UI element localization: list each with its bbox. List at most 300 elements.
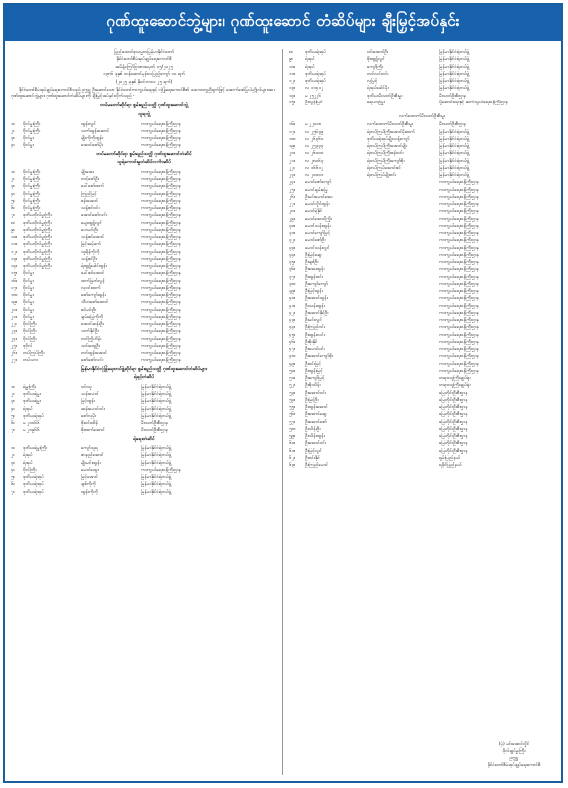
- organization-name: ပို့ဆောင်ရေးနှင့် ဆက်သွယ်ရေးဝန်ကြီးဌာန: [439, 99, 508, 105]
- rank-label: လ ၂၆၀၀၀: [305, 151, 324, 157]
- rank-label: ဦးအောင်ဝင်း: [305, 441, 326, 447]
- row-number: ၇။: [11, 489, 15, 495]
- rank-label: ဦးထွန်းမြင့်: [305, 368, 323, 374]
- left-column: [11, 49, 283, 775]
- person-name: [367, 419, 439, 426]
- award-row: [11, 278, 277, 285]
- signature-block: [477, 741, 551, 769]
- row-number: ၁၀။: [289, 64, 296, 70]
- row-number: ၅၅။: [289, 405, 296, 411]
- rank-label: လ ၂၀၀၀၁: [305, 173, 324, 179]
- organization-name: ကာကွယ်ရေးဝန်ကြီးဌာန: [141, 264, 181, 270]
- row-number: ၃၇။: [289, 274, 296, 280]
- rank-label: လ ၂၅၃၃၃: [305, 144, 324, 150]
- award-row: [11, 427, 277, 434]
- award-row: [289, 317, 555, 324]
- organization-name: ကာကွယ်ရေးဝန်ကြီးဌာန: [141, 220, 181, 226]
- award-row: [289, 295, 555, 302]
- person-name: [367, 201, 439, 208]
- award-row: [11, 142, 277, 149]
- person-name: မျေးထွဋ်လွင်: [81, 220, 102, 226]
- rank-label: လ ၂၈၀၆၃: [305, 158, 324, 164]
- signature-line: ဥက္ကဋ္ဌ: [509, 756, 519, 761]
- rank-label: ဒုတိယရဲမှူး: [23, 392, 41, 397]
- rank-label: ဦးလွန်းပြင်: [305, 99, 323, 105]
- person-name: [367, 346, 439, 353]
- row-number: ၄၇။: [289, 347, 296, 353]
- organization-name: ကာကွယ်ရေးဝန်ကြီးဌာန: [141, 256, 181, 262]
- organization-name: ကာကွယ်ရေးဝန်ကြီးဌာန: [439, 260, 479, 266]
- person-name: [367, 259, 439, 266]
- order-intro: နိုင်ငံတော်စီမံအုပ်ချုပ်ရေးကောင်စီသည် ဥက္ကဋ္ဌ ဦးဆောင်သော နိုင်ငံတော်ကာကွယ်ရေးနှင့် လုံခြုံရေးကောင်စီ၏ သဘောတူညီချက်ဖြင့် အောက်ဖော်ပြပါပုဂ္ဂိုလ်များအား ဂုဏ်ထူးဆောင်ဘွဲ့များ၊ ဂုဏ်ထူးဆောင်တံဆိပ်များကို ချီးမြှင့်အပ်နှင်းလိုက်သည် -: [11, 88, 275, 100]
- person-name: စိုးဝင်းထိန်: [81, 421, 98, 426]
- section-subtitle: ရဲရေးတံဆိပ်: [133, 436, 155, 442]
- rank-label: ရဲအုပ်: [305, 64, 315, 70]
- row-number: ၅။: [11, 198, 15, 204]
- row-number: ၇။: [11, 428, 15, 434]
- rank-label: ဦးထွန်းလင်း: [305, 332, 325, 338]
- award-row: [289, 187, 555, 194]
- rank-label: ဒုတိယဗိုလ်မှူးကြီး: [23, 227, 52, 233]
- award-row: [11, 321, 277, 328]
- award-row: [11, 336, 277, 343]
- rank-label: ဦးအောင်ကျော်စိုး: [305, 354, 334, 360]
- row-number: ၂။: [11, 128, 15, 134]
- rank-label: ရဲအုပ်: [23, 453, 33, 459]
- row-number: ၄၄။: [289, 325, 296, 331]
- organization-name: ကာကွယ်ရေးဝန်ကြီးဌာန: [439, 267, 479, 273]
- rank-label: ဒုတိယဗိုလ်မှူးကြီး: [23, 264, 52, 270]
- person-name: မြင့်အမ့်ခက်: [81, 242, 101, 248]
- award-row: [11, 343, 277, 350]
- rank-label: ဒုတိယဗိုလ်မှူးကြီး: [23, 220, 52, 226]
- row-number: ၁။: [11, 446, 15, 452]
- rank-label: ဦးအောင်ဆွေ: [305, 412, 327, 418]
- person-name: ရဲတပ်ကြပ်ကြီးကျော်စိုး: [367, 158, 405, 164]
- row-number: ၃။: [11, 184, 15, 190]
- row-number: ၅၈။: [289, 426, 296, 432]
- person-name: [367, 223, 439, 230]
- person-name: ရေယာဉ်မှူး: [367, 99, 385, 105]
- organization-name: မီးသတ်ဦးစီးဌာန: [141, 428, 168, 434]
- person-name: စော်လှမိုး: [81, 413, 97, 419]
- header-line: အမိန့်ကြော်ငြာစာအမှတ် ၁၅/၂၀၂၅: [115, 64, 173, 70]
- rank-label: ဒုတိယရဲအုပ်: [23, 489, 44, 495]
- section-subtitle: သူရဘွဲ့: [137, 112, 150, 118]
- award-row: [289, 266, 555, 273]
- award-row: [289, 382, 555, 389]
- rank-label: ဒုတိယရဲမှူးကြီး: [23, 446, 48, 452]
- row-number: ၅၃။: [289, 390, 296, 396]
- award-row: [289, 419, 555, 426]
- organization-name: ကာကွယ်ရေးဝန်ကြီးဌာန: [439, 361, 479, 367]
- organization-name: မြန်မာနိုင်ငံရဲတပ်ဖွဲ့: [439, 71, 470, 77]
- row-number: ၅။: [11, 475, 15, 481]
- rank-label: ဦးအေးထွန်း: [305, 267, 325, 273]
- row-number: ၃၀။: [289, 223, 296, 229]
- row-number: ၁၂။: [289, 79, 296, 84]
- row-number: ၁၅။: [289, 99, 296, 105]
- award-row: [11, 135, 277, 142]
- rank-label: ဗိုလ်မှူးကြီး: [23, 198, 41, 204]
- award-row: [289, 433, 555, 440]
- person-name: [367, 353, 439, 360]
- person-name: [367, 303, 439, 310]
- row-number: ၂၀။: [11, 307, 18, 313]
- rank-label: ဦးသန်းထွန်း: [305, 303, 325, 309]
- award-list: [289, 49, 555, 113]
- award-row: [289, 448, 555, 455]
- award-row: [289, 375, 555, 382]
- rank-label: ဒုတိယရဲအုပ်: [23, 482, 44, 488]
- rank-label: ဦးကျော်မြင့်: [305, 376, 325, 382]
- organization-name: ကာကွယ်ရေးဝန်ကြီးဌာန: [141, 343, 181, 349]
- rank-label: ဒုတိယဗိုလ်မှူးကြီး: [23, 242, 52, 248]
- row-number: ၁။: [11, 121, 15, 127]
- person-name: [367, 332, 439, 339]
- award-row: [11, 270, 277, 277]
- award-row: [289, 136, 555, 143]
- person-name: မြင့်အောင်: [81, 475, 98, 481]
- person-name: တင်လင်းဝင်း: [367, 71, 389, 77]
- award-row: [289, 121, 555, 128]
- row-number: ၁၂။: [11, 249, 18, 255]
- award-row: [11, 384, 277, 391]
- award-row: [289, 324, 555, 331]
- person-name: အောင်ဇော်မိုး: [81, 143, 103, 149]
- row-number: ၅၄။: [289, 397, 296, 403]
- row-number: ၃၂။: [289, 238, 296, 244]
- person-name: မျိုးမင်းထွန်း: [81, 460, 101, 466]
- person-name: [367, 266, 439, 273]
- award-row: [289, 64, 555, 71]
- person-name: မောင်ထွေး: [81, 467, 99, 473]
- person-name: ထက်မြတ်လွန်: [81, 278, 105, 284]
- award-row: [11, 263, 277, 270]
- row-number: ၂၂။: [11, 322, 17, 328]
- rank-label: ရဲအုပ်: [305, 57, 315, 63]
- award-list: [11, 121, 277, 150]
- person-name: အောင်ဇော်လင်း: [81, 213, 108, 219]
- row-number: ၆၃။: [289, 463, 296, 469]
- rank-label: ဗိုလ်မှူး: [23, 307, 34, 313]
- award-row: [289, 390, 555, 397]
- organization-name: ကာကွယ်ရေးဝန်ကြီးဌာန: [439, 180, 479, 186]
- award-row: [11, 328, 277, 335]
- rank-label: မောင်သန်းလွင်: [305, 245, 330, 251]
- rank-label: ဦးမောင်ဝင်း: [305, 347, 325, 353]
- section-note: လက်ထောက်မီးသတ်ဦးစီးမှူး: [398, 113, 446, 119]
- award-row: [11, 357, 277, 364]
- person-name: ချမ်းမြေ့ကိုကို: [81, 314, 104, 320]
- person-name: [367, 194, 439, 201]
- person-name: [367, 295, 439, 302]
- organization-name: မြေတိုင်းဦးစီးဌာန: [439, 419, 468, 425]
- person-name: လှမြင့်: [367, 79, 378, 84]
- award-row: [11, 467, 277, 474]
- row-number: ၂၉။: [289, 216, 296, 222]
- organization-name: မြန်မာနိုင်ငံရဲတပ်ဖွဲ့: [141, 489, 172, 495]
- row-number: ၂၃။: [11, 329, 18, 335]
- award-row: [11, 256, 277, 263]
- row-number: ၆၂။: [289, 455, 296, 461]
- row-number: ၃၁။: [289, 231, 296, 237]
- award-row: [11, 474, 277, 481]
- person-name: [367, 455, 439, 462]
- person-name: ဇော်ဇော်လင်း: [81, 358, 104, 364]
- person-name: [367, 208, 439, 215]
- rank-label: ဦးစိုးနိုင်: [305, 339, 318, 345]
- row-number: ၂၂။: [289, 165, 295, 171]
- rank-label: ဗိုလ်မှူးကြီး: [23, 128, 41, 134]
- organization-name: မြန်မာနိုင်ငံရဲတပ်ဖွဲ့: [439, 173, 470, 179]
- rank-label: မောင်ချမ်းမြေ့: [305, 187, 328, 193]
- person-name: [367, 274, 439, 281]
- row-number: ၁၅။: [11, 271, 18, 277]
- person-name: ကျော်ကြီး: [367, 64, 384, 70]
- row-number: ၁၇။: [11, 285, 18, 291]
- organization-name: ကာကွယ်ရေးဝန်ကြီးဌာန: [141, 358, 181, 364]
- award-row: [289, 194, 555, 201]
- row-number: ၄။: [11, 467, 15, 473]
- section-subtitle: သူရဲကောင်းမှုတံဆိပ်လင်္ကာဆိပ်: [117, 160, 171, 166]
- award-row: [289, 252, 555, 259]
- row-number: ၆။: [11, 421, 15, 426]
- rank-label: ဗိုလ်မှူး: [23, 285, 34, 291]
- person-name: စိုးထွဋ်လွင်: [367, 57, 385, 63]
- row-number: ၃၄။: [289, 252, 296, 258]
- rank-label: ဦးမြင့်ဦး: [305, 397, 319, 403]
- rank-label: ဦးမြင့်ဆွေ: [305, 252, 322, 258]
- award-row: [289, 361, 555, 368]
- award-row: [289, 288, 555, 295]
- person-name: [367, 448, 439, 455]
- rank-label: ဗိုလ်မှူးကြီး: [23, 191, 41, 197]
- row-number: ၂၇။: [11, 358, 18, 364]
- award-row: [11, 220, 277, 227]
- person-name: ကြည်မြင့်: [81, 191, 97, 197]
- person-name: တင်ထွန်းအောင်: [81, 351, 107, 357]
- row-number: ၁၉။: [11, 300, 18, 306]
- organization-name: ကာကွယ်ရေးဝန်ကြီးဌာန: [141, 467, 181, 473]
- document-body: [11, 49, 555, 775]
- organization-name: ကာကွယ်ရေးဝန်ကြီးဌာန: [439, 202, 479, 208]
- person-name: ဇာနည်အောင်: [81, 453, 104, 459]
- rank-label: ဗိုလ်ကြီး: [23, 336, 37, 342]
- organization-name: မီးသတ်ဦးစီးဌာန: [439, 122, 466, 128]
- organization-name: ကာကွယ်ရေးဝန်ကြီးဌာန: [141, 322, 181, 328]
- rank-label: တပ်သား: [23, 358, 38, 364]
- award-row: [11, 212, 277, 219]
- organization-name: ကာကွယ်ရေးဝန်ကြီးဌာန: [141, 143, 181, 149]
- organization-name: ကာကွယ်ရေးဝန်ကြီးဌာန: [439, 303, 479, 309]
- person-name: လှဝင်းထက်: [81, 285, 101, 291]
- row-number: ၅၂။: [289, 383, 296, 389]
- person-name: သန့်ဇင်ဝင်း: [81, 206, 100, 212]
- award-row: [289, 440, 555, 447]
- row-number: ၈။: [11, 220, 16, 226]
- organization-name: ကာကွယ်ရေးဝန်ကြီးဌာန: [141, 198, 181, 204]
- organization-name: ကာကွယ်ရေးဝန်ကြီးဌာန: [439, 231, 479, 237]
- row-number: ၃၅။: [289, 260, 296, 266]
- person-name: ဟေမင်းဦး: [81, 227, 99, 233]
- person-name: သီဟဇော်ဆောင်: [81, 300, 109, 306]
- award-row: [11, 481, 277, 488]
- person-name: သင်းထွေဦး: [81, 343, 100, 349]
- award-row: [11, 169, 277, 176]
- row-number: ၂၀။: [289, 151, 296, 157]
- organization-name: ကာကွယ်ရေးဝန်ကြီးဌာန: [141, 128, 181, 134]
- award-row: [289, 281, 555, 288]
- award-row: [289, 56, 555, 63]
- award-row: [11, 445, 277, 452]
- organization-name: မြေတိုင်းဦးစီးဌာန: [439, 441, 468, 447]
- row-number: ၃၃။: [289, 245, 296, 251]
- person-name: ဒုတိယရဲအုပ်မျိုးသန့်ကျော်: [367, 136, 410, 142]
- organization-name: ကာကွယ်ရေးဝန်ကြီးဌာန: [141, 351, 181, 357]
- row-number: ၅၇။: [289, 419, 296, 425]
- rank-label: မောင်သန်းထွန်း: [305, 223, 331, 229]
- row-number: ၁၈။: [11, 293, 18, 299]
- award-row: [11, 191, 277, 198]
- rank-label: ဗိုလ်မှူး: [23, 271, 34, 277]
- row-number: ၃၈။: [289, 281, 296, 287]
- award-row: [289, 158, 555, 165]
- row-number: ၁၇။: [289, 129, 296, 135]
- award-row: [289, 346, 555, 353]
- rank-label: ဦးကျော်ကျော်: [305, 281, 328, 287]
- row-number: ၅။: [11, 413, 15, 419]
- person-name: သူရိန်ကိုကို: [81, 249, 100, 255]
- row-number: ၆၀။: [289, 441, 296, 447]
- organization-name: ကာကွယ်ရေးဝန်ကြီးဌာန: [439, 332, 479, 338]
- award-row: [11, 285, 277, 292]
- award-row: [11, 314, 277, 321]
- person-name: [367, 433, 439, 440]
- award-row: [289, 339, 555, 346]
- organization-name: မီးသတ်ဦးစီးဌာန: [439, 93, 466, 99]
- person-name: ခေါ်ဇင်အောင်: [81, 271, 105, 277]
- award-row: [11, 128, 277, 135]
- award-row: [289, 274, 555, 281]
- organization-name: မြန်မာနိုင်ငံရဲတပ်ဖွဲ့: [141, 453, 172, 459]
- person-name: ကျော်သူရ: [81, 446, 98, 452]
- organization-name: မြန်မာနိုင်ငံရဲတပ်ဖွဲ့: [141, 446, 172, 452]
- row-number: ၅၆။: [289, 412, 296, 418]
- rank-label: ဗိုလ်မှူးကြီး: [23, 177, 41, 183]
- award-row: [289, 208, 555, 215]
- organization-name: ကာကွယ်ရေးဝန်ကြီးဌာန: [439, 318, 479, 324]
- row-number: ၁၄။: [289, 93, 296, 99]
- organization-name: တရားသူကြီးချုပ်ရုံး: [439, 376, 471, 382]
- section-subtitle: ရဲရင့်တံဆိပ်: [133, 375, 155, 381]
- organization-name: ကာကွယ်ရေးဝန်ကြီးဌာန: [141, 121, 181, 127]
- award-row: [11, 205, 277, 212]
- section-title: တပ်မတော်ဆိုင်ရာ စွမ်းရည်သတ္တိ ဂုဏ်ထူးဆောင်ဘွဲ့: [100, 103, 188, 109]
- row-number: ၄၁။: [289, 303, 296, 309]
- organization-name: မြန်မာနိုင်ငံရဲတပ်ဖွဲ့: [141, 475, 172, 481]
- organization-name: ကာကွယ်ရေးဝန်ကြီးဌာန: [439, 347, 479, 353]
- organization-name: ကာကွယ်ရေးဝန်ကြီးဌာန: [439, 274, 479, 280]
- award-row: [289, 165, 555, 172]
- organization-name: ကာကွယ်ရေးဝန်ကြီးဌာန: [439, 223, 479, 229]
- person-name: [367, 382, 439, 389]
- rank-label: မောင်လှိုင်ထွန်း: [305, 202, 330, 208]
- organization-name: မြန်မာနိုင်ငံရဲတပ်ဖွဲ့: [439, 151, 470, 157]
- award-row: [11, 452, 277, 459]
- organization-name: ကာကွယ်ရေးဝန်ကြီးဌာန: [141, 169, 181, 175]
- award-row: [289, 129, 555, 136]
- row-number: ၇။: [11, 213, 15, 219]
- award-row: [11, 241, 277, 248]
- row-number: ၄၈။: [289, 354, 296, 360]
- award-row: [289, 143, 555, 150]
- person-name: အောင်ဆန်းဦး: [81, 322, 104, 328]
- organization-name: ကာကွယ်ရေးဝန်ကြီးဌာန: [439, 216, 479, 222]
- organization-name: ကာကွယ်ရေးဝန်ကြီးဌာန: [141, 191, 181, 197]
- organization-name: မြေတိုင်းဦးစီးဌာန: [439, 448, 468, 454]
- person-name: ဝင်းသူ: [81, 384, 92, 390]
- rank-label: ဗိုလ်ကြီး: [23, 329, 37, 335]
- person-name: [367, 288, 439, 295]
- person-name: [367, 179, 439, 186]
- row-number: ၁၆။: [289, 122, 296, 128]
- row-number: ၄၃။: [289, 318, 296, 324]
- organization-name: မြေတိုင်းဦးစီးဌာန: [439, 390, 468, 396]
- award-row: [11, 249, 277, 256]
- row-number: ၁၉။: [289, 144, 296, 150]
- rank-label: ဦးအောင်ထွန်း: [305, 296, 328, 302]
- row-number: ၅၀။: [289, 368, 296, 374]
- person-name: [367, 411, 439, 418]
- person-name: ရဲတပ်ကြပ်မျိုးဝင်း: [367, 173, 397, 179]
- award-row: [289, 93, 555, 100]
- organization-name: ကာကွယ်ရေးဝန်ကြီးဌာန: [439, 296, 479, 302]
- organization-name: ကာကွယ်ရေးဝန်ကြီးဌာန: [439, 281, 479, 287]
- order-header: [11, 49, 277, 86]
- organization-name: မြန်မာနိုင်ငံရဲတပ်ဖွဲ့: [439, 136, 470, 142]
- row-number: ၃၆။: [289, 267, 296, 273]
- header-line: ၁၃၈၆ ခုနှစ် တန်ဆောင်မုန်းလပြည့်ကျော် ၁၀ ရက်: [102, 72, 185, 78]
- rank-label: မောင်ဇော်ဦး: [305, 238, 326, 244]
- row-number: ၄။: [11, 191, 15, 197]
- organization-name: မြန်မာနိုင်ငံရဲတပ်ဖွဲ့: [439, 165, 470, 171]
- award-row: [11, 391, 277, 398]
- rank-label: တပ်ကြပ်ကြီး: [23, 351, 45, 357]
- organization-name: ကာကွယ်ရေးဝန်ကြီးဌာန: [439, 325, 479, 331]
- rank-label: ဗိုလ်မှူး: [23, 314, 34, 320]
- award-row: [289, 455, 555, 462]
- rank-label: ဗိုလ်မှူးကြီး: [23, 206, 41, 212]
- person-name: တင့်ဇော်ဦး: [81, 177, 99, 183]
- award-list: [289, 121, 555, 469]
- rank-label: ဗိုလ်မှူးကြီး: [23, 121, 41, 127]
- person-name: တင်ကြိုဟိန်း: [81, 336, 102, 342]
- section-title: မြန်မာနိုင်ငံလုံခြုံရေးတပ်ဖွဲ့ဆိုင်ရာ စွမ်းရည်သတ္တိ ဂုဏ်ထူးဆောင်တံဆိပ်များ: [81, 366, 207, 372]
- award-row: [289, 201, 555, 208]
- person-name: ဒုတိယမီးသတ်ဦးစီးမှူး: [367, 93, 403, 99]
- organization-name: ကာကွယ်ရေးဝန်ကြီးဌာန: [439, 368, 479, 374]
- person-name: [367, 187, 439, 194]
- organization-name: မြန်မာနိုင်ငံရဲတပ်ဖွဲ့: [141, 482, 172, 488]
- organization-name: ကာကွယ်ရေးဝန်ကြီးဌာန: [141, 300, 181, 306]
- rank-label: ဗိုလ်မှူးကြီး: [23, 169, 41, 175]
- organization-name: ကာကွယ်ရေးဝန်ကြီးဌာန: [141, 242, 181, 248]
- organization-name: ကာကွယ်ရေးဝန်ကြီးဌာန: [141, 293, 181, 299]
- rank-label: ဗိုလ်ကြီး: [23, 467, 37, 473]
- award-row: [289, 404, 555, 411]
- header-line: နိုင်ငံတော်စီမံအုပ်ချုပ်ရေးကောင်စီ: [116, 57, 172, 63]
